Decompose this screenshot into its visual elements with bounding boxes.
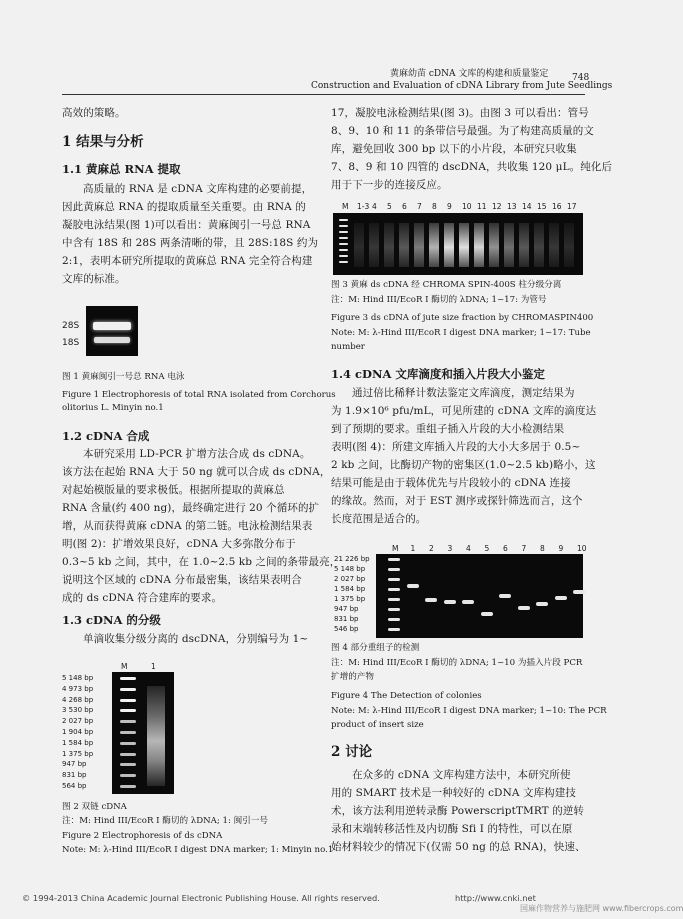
text-line: 8、9、10 和 11 的条带信号最强。为了构建高质量的文 xyxy=(331,125,594,137)
fig3-lane-label: 10 xyxy=(462,202,472,211)
fig2-marker-label: 564 bp xyxy=(62,782,87,790)
running-title-cn: 黄麻幼苗 cDNA 文库的构建和质量鉴定 xyxy=(390,69,549,79)
fig3-lane-label: 17 xyxy=(567,202,577,211)
watermark: 国麻作物营养与施肥网 www.fibercrops.com xyxy=(520,904,683,913)
fig2-marker-label: 4 973 bp xyxy=(62,684,94,693)
fig3-lane-label: 1-3 xyxy=(357,202,370,211)
ladder-band xyxy=(339,255,348,257)
fig4-marker-label: 947 bp xyxy=(334,605,359,613)
section-heading-1-1: 1.1 黄麻总 RNA 提取 xyxy=(62,162,181,176)
fig4-marker-label: 1 584 bp xyxy=(334,585,366,593)
ladder-band xyxy=(339,231,348,233)
fig4-note-en-1: Note: M: λ-Hind III/EcoR I digest DNA marker; 1~10: The PCR xyxy=(331,706,607,716)
text-line: 成的 ds cDNA 符合建库的要求。 xyxy=(62,592,223,604)
text-line: 在众多的 cDNA 文库构建方法中，本研究所使 xyxy=(352,769,571,781)
text-line: 7、8、9 和 10 四管的 dscDNA，共收集 120 μL。纯化后 xyxy=(331,161,613,173)
fig4-lane-label: 5 xyxy=(484,544,490,553)
fig4-lane-label: 2 xyxy=(429,544,434,553)
pcr-product-band xyxy=(425,598,437,602)
ladder-band xyxy=(388,618,400,621)
text-line: 该方法在起始 RNA 大于 50 ng 就可以合成 ds cDNA， xyxy=(62,466,331,478)
fig3-caption-cn: 图 3 黄麻 ds cDNA 经 CHROMA SPIN-400S 柱分级分离 xyxy=(331,280,562,290)
fig4-lane-label: 3 xyxy=(447,544,453,553)
fig4-lane-label: 8 xyxy=(540,544,545,553)
fig3-lane-label: 12 xyxy=(492,202,502,211)
fraction-smear xyxy=(474,223,484,267)
ladder-band xyxy=(120,753,136,756)
section-heading-1: 1 结果与分析 xyxy=(62,134,144,150)
intro-text: 高效的策略。 xyxy=(62,107,126,119)
ladder-band xyxy=(120,763,136,766)
fig3-caption-en: Figure 3 ds cDNA of jute size fraction by CHROMASPIN400 xyxy=(331,313,594,323)
section-heading-2: 2 讨论 xyxy=(331,744,373,760)
cdna-smear xyxy=(147,686,165,786)
fig2-caption-cn: 图 2 双链 cDNA xyxy=(62,802,127,812)
fig2-marker-label: 1 375 bp xyxy=(62,749,94,758)
fig4-caption-cn: 图 4 部分重组子的检测 xyxy=(331,643,420,653)
fig3-lane-label: 5 xyxy=(387,202,392,211)
fraction-smear xyxy=(399,223,409,267)
text-line: 为 1.9×10⁶ pfu/mL，可见所建的 cDNA 文库的滴度达 xyxy=(331,405,597,417)
fraction-smear xyxy=(429,223,439,267)
fraction-smear xyxy=(489,223,499,267)
text-line: 录和末端转移活性及内切酶 Sfi I 的特性，可以在原 xyxy=(331,823,573,835)
fig4-marker-label: 831 bp xyxy=(334,615,359,623)
ladder-band xyxy=(339,243,348,245)
text-line: RNA 含量(约 400 ng)，最终确定进行 20 个循环的扩 xyxy=(62,502,320,514)
pcr-product-band xyxy=(518,606,530,610)
fig4-marker-label: 21 226 bp xyxy=(334,555,370,563)
header-rule xyxy=(62,94,585,95)
fig3-lane-label: 6 xyxy=(402,202,407,211)
fig2-marker-label: 4 268 bp xyxy=(62,695,94,704)
gel-image-fig4 xyxy=(376,554,583,638)
fig4-caption-en: Figure 4 The Detection of colonies xyxy=(331,691,482,701)
paragraph-discussion xyxy=(331,766,586,856)
fig4-marker-label: 5 148 bp xyxy=(334,565,366,573)
paragraph-rna xyxy=(62,180,318,288)
text-line: 长度范围是适合的。 xyxy=(331,513,427,525)
pcr-product-band xyxy=(444,600,456,604)
fig3-note-cn: 注：M: Hind III/EcoR I 酶切的 λDNA; 1~17: 为管号 xyxy=(331,295,547,305)
ladder-band xyxy=(120,677,136,680)
ladder-band xyxy=(120,785,136,788)
text-line: 2:1，表明本研究所提取的黄麻总 RNA 完全符合构建 xyxy=(62,255,313,267)
running-title-en: Construction and Evaluation of cDNA Library from Jute Seedlings xyxy=(311,81,613,91)
fig4-note-en-2: product of insert size xyxy=(331,720,424,730)
pcr-product-band xyxy=(407,584,419,588)
fig2-marker-label: 831 bp xyxy=(62,771,87,780)
text-line: 因此黄麻总 RNA 的提取质量至关重要。由 RNA 的 xyxy=(62,201,306,213)
fig2-caption-en: Figure 2 Electrophoresis of ds cDNA xyxy=(62,831,223,841)
text-line: 文库的标准。 xyxy=(62,273,126,285)
ladder-band xyxy=(388,578,400,581)
ladder-band xyxy=(388,588,400,591)
fraction-smear xyxy=(564,223,574,267)
text-line: 术，该方法利用逆转录酶 PowerscriptTMRT 的逆转 xyxy=(331,805,585,817)
footer-url[interactable]: http://www.cnki.net xyxy=(455,893,536,903)
footer-copyright: © 1994-2013 China Academic Journal Electronic Publishing House. All rights reserved. xyxy=(22,893,380,903)
fig4-lane-label: 7 xyxy=(521,544,527,553)
fig1-caption-cn: 图 1 黄麻闽引一号总 RNA 电泳 xyxy=(62,372,185,382)
band-18s xyxy=(94,337,130,343)
text-line: 17，凝胶电泳检测结果(图 3)。由图 3 可以看出：管号 xyxy=(331,107,589,119)
text-line: 始材料较少的情况下(仅需 50 ng 的总 RNA)，快速、 xyxy=(331,841,586,853)
fraction-smear xyxy=(549,223,559,267)
gel-image-fig3 xyxy=(333,213,583,275)
fig3-lane-label: 8 xyxy=(432,202,437,211)
ladder-band xyxy=(388,558,400,561)
ladder-band xyxy=(120,720,136,723)
fig4-lane-label: 6 xyxy=(503,544,508,553)
fig1-caption-en-1: Figure 1 Electrophoresis of total RNA isolated from Corchorus xyxy=(62,390,336,400)
fig2-marker-label: 2 027 bp xyxy=(62,717,94,726)
section-heading-1-2: 1.2 cDNA 合成 xyxy=(62,429,150,443)
fig3-lane-label: M xyxy=(342,202,349,211)
gel-image-fig1 xyxy=(86,306,138,356)
text-line: 用的 SMART 技术是一种较好的 cDNA 文库构建技 xyxy=(331,787,576,799)
fig3-lane-label: 16 xyxy=(552,202,562,211)
section-heading-1-3: 1.3 cDNA 的分级 xyxy=(62,613,161,627)
text-line: 到了预期的要求。重组子插入片段的大小检测结果 xyxy=(331,423,565,435)
fig2-marker-label: 947 bp xyxy=(62,760,87,769)
text-line: 本研究采用 LD-PCR 扩增方法合成 ds cDNA。 xyxy=(83,448,311,460)
fig2-marker-label: 1 584 bp xyxy=(62,738,94,747)
gel-image-fig2 xyxy=(112,672,174,794)
fraction-smear xyxy=(459,223,469,267)
text-line: 表明(图 4)：所建文库插入片段的大小大多居于 0.5~ xyxy=(331,441,581,453)
text-line: 明(图 2)：扩增效果良好，cDNA 大多弥散分布于 xyxy=(62,538,296,550)
fig2-marker-label: 3 530 bp xyxy=(62,706,94,715)
paragraph-fractionation: 单滴收集分级分离的 dscDNA，分别编号为 1~ xyxy=(83,633,309,645)
fig2-marker-label: 5 148 bp xyxy=(62,674,94,682)
fig3-note-en-1: Note: M: λ-Hind III/EcoR I digest DNA marker; 1~17: Tube xyxy=(331,328,591,338)
fraction-smear xyxy=(519,223,529,267)
text-line: 对起始模版量的要求极低。根据所提取的黄麻总 xyxy=(62,484,285,496)
ladder-band xyxy=(339,249,348,251)
fig4-marker-label: 2 027 bp xyxy=(334,575,366,583)
pcr-product-band xyxy=(499,594,511,598)
ladder-band xyxy=(339,219,348,221)
pcr-product-band xyxy=(481,612,493,616)
text-line: 结果可能是由于载体优先与片段较小的 cDNA 连接 xyxy=(331,477,571,489)
text-line: 0.3~5 kb 之间，其中，在 1.0~2.5 kb 之间的条带最亮， xyxy=(62,556,341,568)
text-line: 2 kb 之间，比酶切产物的密集区(1.0~2.5 kb)略小，这 xyxy=(331,459,596,471)
fig3-note-en-2: number xyxy=(331,342,365,352)
fig3-lane-label: 14 xyxy=(522,202,532,211)
paragraph-cdna-synthesis xyxy=(62,445,340,607)
ladder-band xyxy=(120,774,136,777)
fig4-marker-label: 546 bp xyxy=(334,625,359,633)
ladder-band xyxy=(339,237,348,239)
fig2-note-en: Note: M: λ-Hind III/EcoR I digest DNA marker; 1: Minyin no.1 xyxy=(62,845,334,855)
fig3-lane-label: 15 xyxy=(537,202,547,211)
text-line: 说明这个区域的 cDNA 分布最密集，该结果表明合 xyxy=(62,574,302,586)
fig4-lane-label: 1 xyxy=(410,544,416,553)
fig1-caption-en-2: olitorius L. Minyin no.1 xyxy=(62,403,164,413)
fig2-marker-label: 1 904 bp xyxy=(62,728,94,736)
ladder-band xyxy=(120,688,136,691)
fig4-lane-label: M xyxy=(392,544,399,553)
label-28s: 28S xyxy=(62,321,80,331)
fig3-lane-label: 9 xyxy=(447,202,452,211)
text-line: 高质量的 RNA 是 cDNA 文库构建的必要前提， xyxy=(83,183,313,195)
fig4-note-cn-2: 扩增的产物 xyxy=(331,672,374,682)
text-line: 中含有 18S 和 28S 两条清晰的带，且 28S:18S 约为 xyxy=(62,237,319,249)
fraction-smear xyxy=(384,223,394,267)
fraction-smear xyxy=(369,223,379,267)
text-line: 凝胶电泳结果(图 1)可以看出：黄麻闽引一号总 RNA xyxy=(62,219,311,231)
ladder-band xyxy=(388,568,400,571)
ladder-band xyxy=(388,628,400,631)
pcr-product-band xyxy=(462,600,474,604)
text-line: 的缘故。然而，对于 EST 测序或探针筛选而言，这个 xyxy=(331,495,583,507)
fig4-lane-label: 9 xyxy=(558,544,564,553)
page-number: 748 xyxy=(572,73,590,83)
fig2-lane-m: M xyxy=(121,662,128,671)
text-line: 增，从而获得黄麻 cDNA 的第二链。电泳检测结果表 xyxy=(62,520,313,532)
paragraph-fractionation-cont xyxy=(331,104,612,194)
text-line: 库，避免回收 300 bp 以下的小片段，本研究只收集 xyxy=(331,143,577,155)
band-28s xyxy=(93,322,131,330)
fig3-lane-label: 11 xyxy=(477,202,487,211)
fig3-lane-label: 7 xyxy=(417,202,422,211)
ladder-band xyxy=(120,709,136,712)
pcr-product-band xyxy=(536,602,548,606)
fig4-note-cn-1: 注：M: Hind III/EcoR I 酶切的 λDNA; 1~10 为插入片段 PCR xyxy=(331,658,583,668)
fraction-smear xyxy=(504,223,514,267)
text-line: 通过倍比稀释计数法鉴定文库滴度，测定结果为 xyxy=(352,387,575,399)
ladder-band xyxy=(339,261,348,263)
fraction-smear xyxy=(354,223,364,267)
fraction-smear xyxy=(534,223,544,267)
ladder-band xyxy=(388,608,400,611)
pcr-product-band xyxy=(573,590,585,594)
label-18s: 18S xyxy=(62,338,80,348)
ladder-band xyxy=(120,731,136,734)
fig4-lane-label: 4 xyxy=(466,544,471,553)
paragraph-titer xyxy=(331,384,596,528)
fraction-smear xyxy=(444,223,454,267)
fig3-lane-label: 13 xyxy=(507,202,517,211)
ladder-band xyxy=(120,699,136,702)
fraction-smear xyxy=(414,223,424,267)
ladder-band xyxy=(120,742,136,745)
fig4-marker-label: 1 375 bp xyxy=(334,595,366,603)
fig4-lane-label: 10 xyxy=(577,544,587,553)
fig2-lane-1: 1 xyxy=(151,662,156,671)
ladder-band xyxy=(388,598,400,601)
section-heading-1-4: 1.4 cDNA 文库滴度和插入片段大小鉴定 xyxy=(331,367,545,381)
fig2-note-cn: 注：M: Hind III/EcoR I 酶切的 λDNA; 1: 闽引一号 xyxy=(62,816,268,826)
pcr-product-band xyxy=(555,596,567,600)
ladder-band xyxy=(339,225,348,227)
fig3-lane-label: 4 xyxy=(372,202,377,211)
text-line: 用于下一步的连接反应。 xyxy=(331,179,448,191)
